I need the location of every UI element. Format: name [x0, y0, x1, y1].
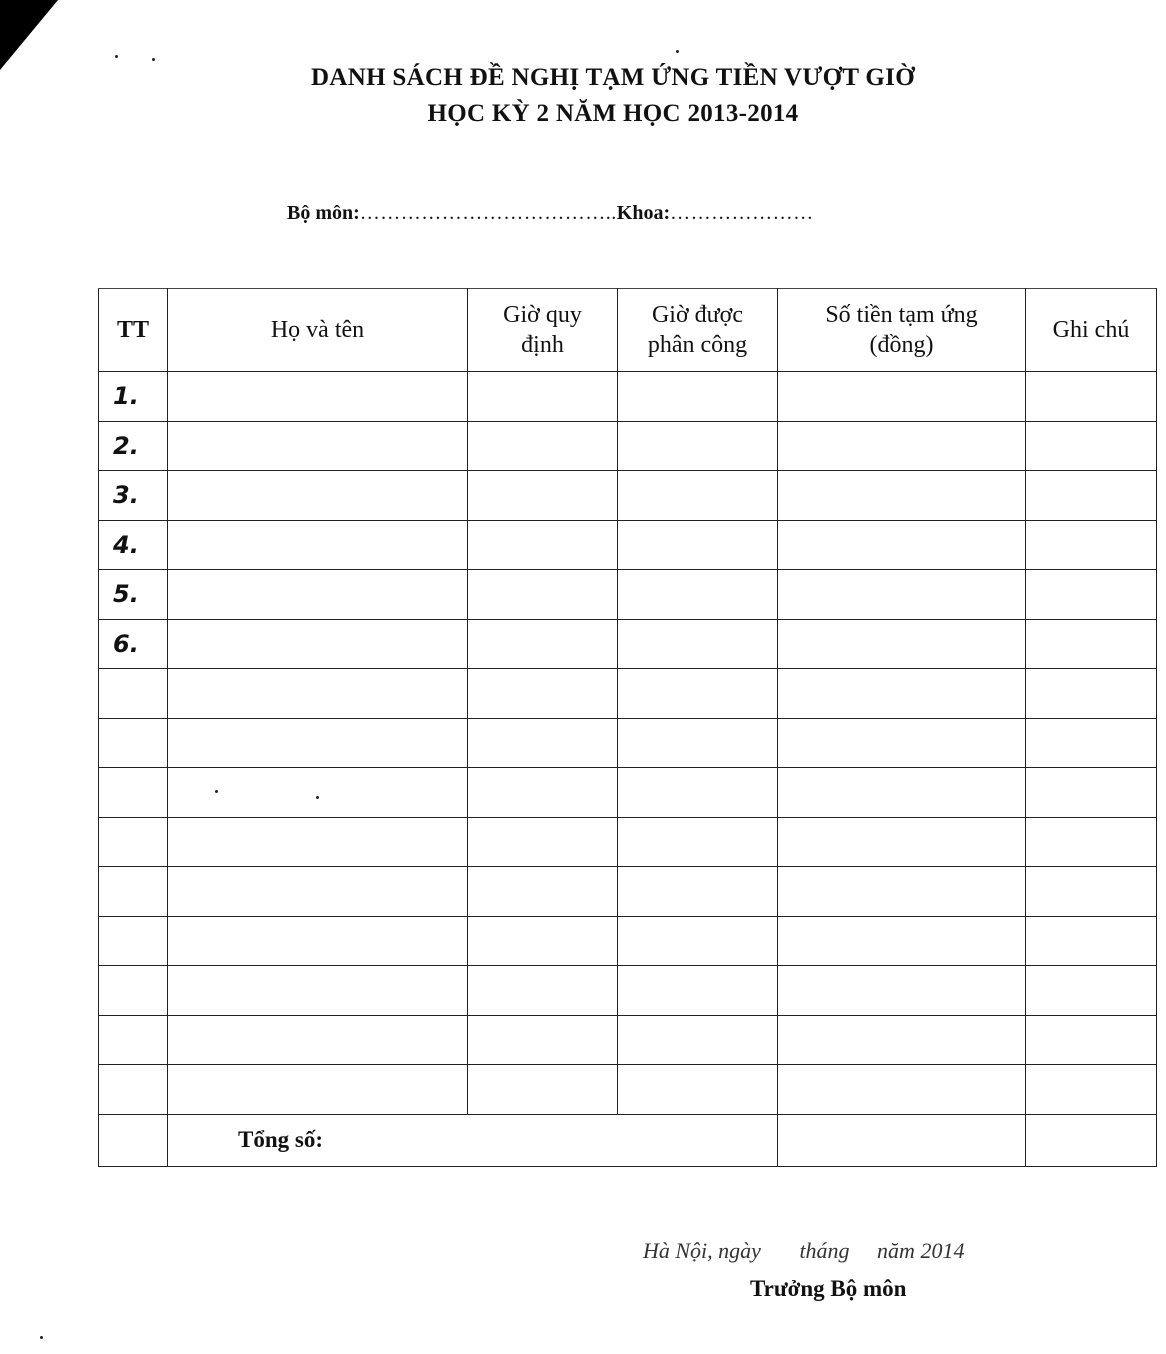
- assigned-hours-cell: [618, 768, 778, 818]
- row-number: 2.: [99, 421, 168, 471]
- row-number: [99, 1065, 168, 1115]
- table-header-row: [99, 289, 1157, 372]
- total-row: [99, 1114, 1157, 1166]
- table-row: [99, 471, 1157, 521]
- table-row: [99, 768, 1157, 818]
- notes-cell: [1026, 817, 1157, 867]
- assigned-hours-cell: [618, 669, 778, 719]
- required-hours-cell: [468, 1015, 618, 1065]
- name-cell: [168, 619, 468, 669]
- row-number: 5.: [99, 570, 168, 620]
- scan-speck: [152, 58, 155, 61]
- notes-cell: [1026, 966, 1157, 1016]
- table-row: [99, 867, 1157, 917]
- notes-cell: [1026, 570, 1157, 620]
- table-row: [99, 718, 1157, 768]
- required-hours-cell: [468, 916, 618, 966]
- row-number: [99, 669, 168, 719]
- department-line: [287, 202, 814, 225]
- row-number: [99, 817, 168, 867]
- table-row: [99, 520, 1157, 570]
- total-label: Tổng số:: [168, 1114, 778, 1166]
- document-title: DANH SÁCH ĐỀ NGHỊ TẠM ỨNG TIỀN VƯỢT GIỜ: [311, 64, 915, 91]
- name-cell: [168, 817, 468, 867]
- notes-cell: [1026, 619, 1157, 669]
- table-row: [99, 966, 1157, 1016]
- notes-cell: [1026, 372, 1157, 422]
- name-cell: [168, 768, 468, 818]
- advance-amount-cell: [778, 471, 1026, 521]
- assigned-hours-cell: [618, 966, 778, 1016]
- name-cell: [168, 867, 468, 917]
- advance-amount-cell: [778, 867, 1026, 917]
- advance-amount-cell: [778, 570, 1026, 620]
- required-hours-cell: [468, 520, 618, 570]
- advance-amount-cell: [778, 421, 1026, 471]
- row-number: [99, 768, 168, 818]
- required-hours-cell: [468, 817, 618, 867]
- table-row: [99, 570, 1157, 620]
- total-tt-cell: [99, 1114, 168, 1166]
- assigned-hours-cell: [618, 471, 778, 521]
- name-cell: [168, 1015, 468, 1065]
- table-row: [99, 619, 1157, 669]
- required-hours-cell: [468, 372, 618, 422]
- advance-amount-cell: [778, 916, 1026, 966]
- required-hours-cell: [468, 570, 618, 620]
- assigned-hours-cell: [618, 421, 778, 471]
- name-cell: [168, 520, 468, 570]
- department-blank: ………………………………..: [359, 202, 617, 224]
- name-cell: [168, 570, 468, 620]
- name-cell: [168, 471, 468, 521]
- header-required-hours: Giờ quy định: [468, 289, 618, 372]
- assigned-hours-cell: [618, 867, 778, 917]
- advance-amount-cell: [778, 1065, 1026, 1115]
- table-row: [99, 916, 1157, 966]
- assigned-hours-cell: [618, 1065, 778, 1115]
- name-cell: [168, 718, 468, 768]
- row-number: [99, 916, 168, 966]
- signer-title: Trưởng Bộ môn: [750, 1276, 907, 1301]
- row-number: 6.: [99, 619, 168, 669]
- row-number: 3.: [99, 471, 168, 521]
- row-number: 1.: [99, 372, 168, 422]
- table-row: [99, 372, 1157, 422]
- advance-amount-cell: [778, 520, 1026, 570]
- advance-amount-cell: [778, 768, 1026, 818]
- header-assigned-hours: Giờ được phân công: [618, 289, 778, 372]
- assigned-hours-cell: [618, 520, 778, 570]
- advance-amount-cell: [778, 817, 1026, 867]
- table-row: [99, 1015, 1157, 1065]
- advance-payment-table: [98, 288, 1157, 1167]
- document-subtitle: HỌC KỲ 2 NĂM HỌC 2013-2014: [427, 100, 799, 127]
- scan-corner-mark: [0, 0, 58, 70]
- name-cell: [168, 669, 468, 719]
- notes-cell: [1026, 1065, 1157, 1115]
- assigned-hours-cell: [618, 1015, 778, 1065]
- header-tt: TT: [99, 289, 168, 372]
- row-number: [99, 867, 168, 917]
- faculty-label: Khoa:: [616, 202, 671, 224]
- notes-cell: [1026, 1015, 1157, 1065]
- table-row: [99, 669, 1157, 719]
- faculty-blank: …………………: [670, 202, 814, 224]
- advance-amount-cell: [778, 372, 1026, 422]
- notes-cell: [1026, 421, 1157, 471]
- notes-cell: [1026, 916, 1157, 966]
- required-hours-cell: [468, 421, 618, 471]
- scan-speck: [40, 1336, 43, 1339]
- advance-amount-cell: [778, 718, 1026, 768]
- row-number: [99, 966, 168, 1016]
- advance-amount-cell: [778, 669, 1026, 719]
- required-hours-cell: [468, 669, 618, 719]
- scan-speck: [676, 50, 679, 53]
- notes-cell: [1026, 471, 1157, 521]
- name-cell: [168, 372, 468, 422]
- required-hours-cell: [468, 768, 618, 818]
- notes-cell: [1026, 718, 1157, 768]
- total-amount-cell: [778, 1114, 1026, 1166]
- required-hours-cell: [468, 1065, 618, 1115]
- place-date-line: Hà Nội, ngày tháng năm 2014: [643, 1238, 965, 1263]
- assigned-hours-cell: [618, 372, 778, 422]
- department-label: Bộ môn:: [287, 202, 360, 224]
- notes-cell: [1026, 520, 1157, 570]
- required-hours-cell: [468, 867, 618, 917]
- notes-cell: [1026, 867, 1157, 917]
- assigned-hours-cell: [618, 916, 778, 966]
- required-hours-cell: [468, 718, 618, 768]
- required-hours-cell: [468, 966, 618, 1016]
- assigned-hours-cell: [618, 817, 778, 867]
- name-cell: [168, 1065, 468, 1115]
- required-hours-cell: [468, 471, 618, 521]
- header-notes: Ghi chú: [1026, 289, 1157, 372]
- row-number: 4.: [99, 520, 168, 570]
- total-notes-cell: [1026, 1114, 1157, 1166]
- assigned-hours-cell: [618, 718, 778, 768]
- advance-amount-cell: [778, 619, 1026, 669]
- advance-amount-cell: [778, 1015, 1026, 1065]
- table-row: [99, 421, 1157, 471]
- assigned-hours-cell: [618, 619, 778, 669]
- notes-cell: [1026, 768, 1157, 818]
- advance-amount-cell: [778, 966, 1026, 1016]
- header-name: Họ và tên: [168, 289, 468, 372]
- required-hours-cell: [468, 619, 618, 669]
- table-row: [99, 817, 1157, 867]
- row-number: [99, 718, 168, 768]
- name-cell: [168, 421, 468, 471]
- header-advance-amount: Số tiền tạm ứng (đồng): [778, 289, 1026, 372]
- row-number: [99, 1015, 168, 1065]
- name-cell: [168, 916, 468, 966]
- name-cell: [168, 966, 468, 1016]
- scan-speck: [115, 55, 118, 58]
- table-row: [99, 1065, 1157, 1115]
- notes-cell: [1026, 669, 1157, 719]
- assigned-hours-cell: [618, 570, 778, 620]
